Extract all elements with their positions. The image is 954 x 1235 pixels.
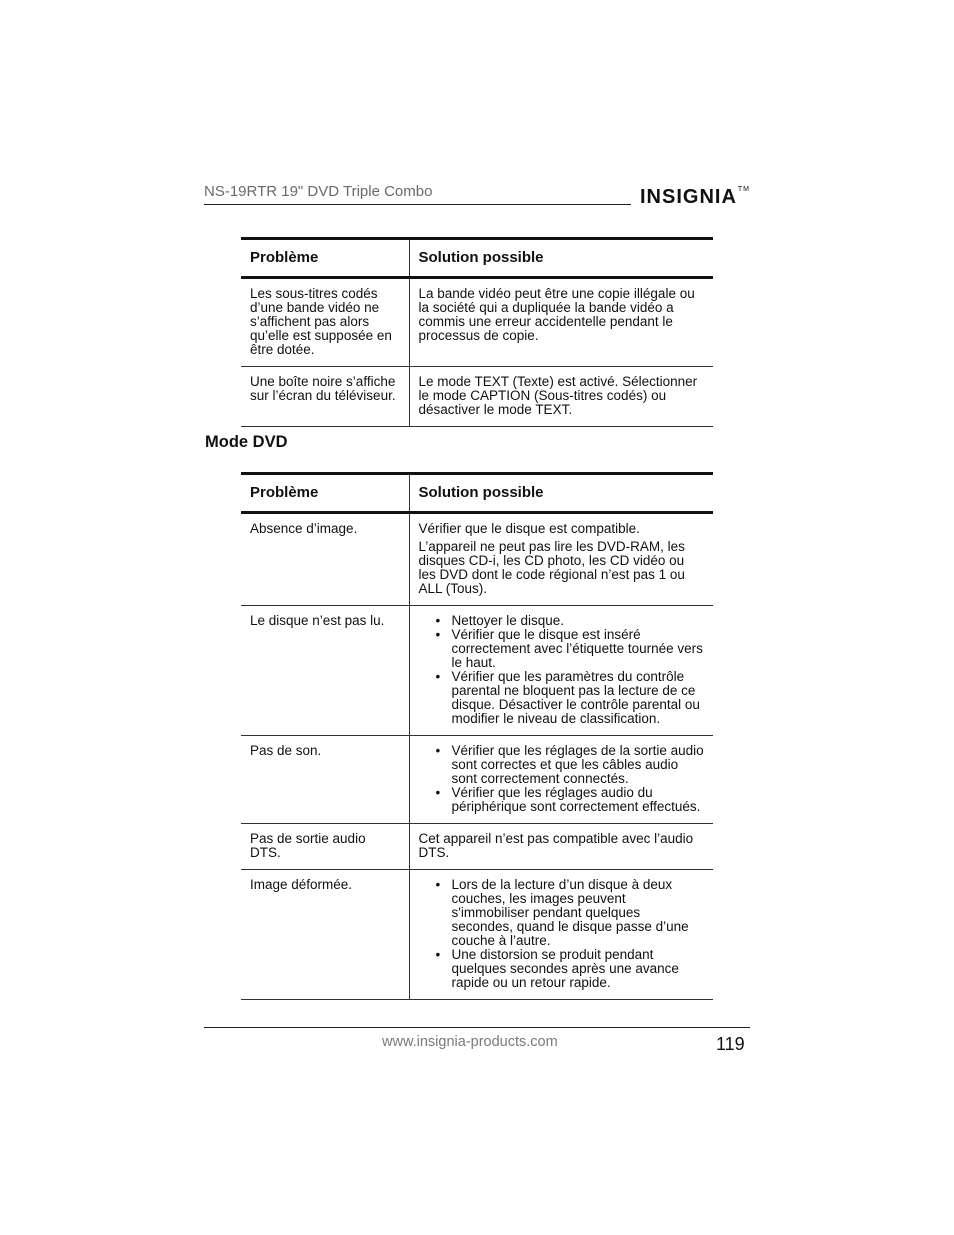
solution-bullet: • Vérifier que les réglages de la sortie audio sont correctes et que les câbles audio sont correctement connectés. <box>452 744 705 786</box>
solution-bullet: • Vérifier que les paramètres du contrôle parental ne bloquent pas la lecture de ce disque. Désactiver le contrôle parental ou modifier le niveau de classification. <box>452 670 705 726</box>
table-header-row <box>241 474 713 513</box>
table-row <box>241 513 713 606</box>
footer-divider <box>204 1027 750 1028</box>
solution-cell <box>409 870 713 1000</box>
solution-cell: La bande vidéo peut être une copie illégale ou la société qui a dupliquée la bande vidéo a commis une erreur accidentelle pendant le processus de copie. <box>409 278 713 367</box>
header-divider <box>204 204 631 205</box>
document-title: NS-19RTR 19" DVD Triple Combo <box>204 183 433 200</box>
table-row <box>241 278 713 367</box>
solution-cell <box>409 606 713 736</box>
problem-cell: Pas de son. <box>250 743 322 758</box>
solution-paragraph: Vérifier que le disque est compatible. <box>418 521 640 536</box>
problem-cell: Pas de sortie audio DTS. <box>250 831 366 860</box>
problem-cell: Les sous-titres codés d’une bande vidéo ne s’affichent pas alors qu’elle est supposée en être dotée. <box>250 286 392 357</box>
logo-trademark: TM <box>737 186 750 193</box>
solution-bullet: • Une distorsion se produit pendant quelques secondes après une avance rapide ou un retour rapide. <box>452 948 705 990</box>
page-header <box>204 180 750 212</box>
solution-cell <box>409 736 713 824</box>
solution-cell: Le mode TEXT (Texte) est activé. Sélectionner le mode CAPTION (Sous-titres codés) ou désactiver le mode TEXT. <box>409 367 713 427</box>
troubleshooting-table-captions <box>241 237 713 427</box>
solution-bullet: • Nettoyer le disque. <box>452 614 705 628</box>
solution-bullet-list <box>419 744 705 814</box>
column-header-solution: Solution possible <box>409 239 713 278</box>
table-row <box>241 606 713 736</box>
insignia-logo <box>640 186 750 209</box>
solution-bullet: • Vérifier que le disque est inséré correctement avec l’étiquette tournée vers le haut. <box>452 628 705 670</box>
problem-cell: Une boîte noire s’affiche sur l’écran du téléviseur. <box>250 374 396 403</box>
troubleshooting-table-dvd <box>241 472 713 1000</box>
section-heading-mode-dvd: Mode DVD <box>205 433 288 451</box>
solution-bullet: • Vérifier que les réglages audio du périphérique sont correctement effectués. <box>452 786 705 814</box>
page-number: 119 <box>716 1034 745 1054</box>
solution-bullet-list <box>419 878 705 990</box>
table-row <box>241 367 713 427</box>
table-row <box>241 736 713 824</box>
solution-paragraph: L’appareil ne peut pas lire les DVD-RAM, les disques CD-i, les CD photo, les CD vidéo ou les DVD dont le code régional n’est pas 1 ou ALL (Tous). <box>418 539 685 596</box>
problem-cell: Le disque n’est pas lu. <box>250 613 385 628</box>
solution-cell <box>409 513 713 606</box>
problem-cell: Absence d’image. <box>250 521 358 536</box>
solution-bullet-list <box>419 614 705 726</box>
solution-paragraph: Cet appareil n’est pas compatible avec l’audio DTS. <box>418 831 694 860</box>
table-row <box>241 870 713 1000</box>
column-header-problem: Problème <box>250 483 319 501</box>
table-row <box>241 824 713 870</box>
solution-cell <box>409 824 713 870</box>
footer-website-link[interactable]: www.insignia-products.com <box>382 1034 558 1050</box>
logo-text: INSIGNIA <box>639 186 737 208</box>
solution-bullet: • Lors de la lecture d’un disque à deux couches, les images peuvent s'immobiliser pendant quelques secondes, quand le disque passe d’une couche à l’autre. <box>452 878 705 948</box>
table-header-row <box>241 239 713 278</box>
column-header-problem: Problème <box>250 248 319 266</box>
problem-cell: Image déformée. <box>250 877 353 892</box>
column-header-solution: Solution possible <box>409 474 713 513</box>
